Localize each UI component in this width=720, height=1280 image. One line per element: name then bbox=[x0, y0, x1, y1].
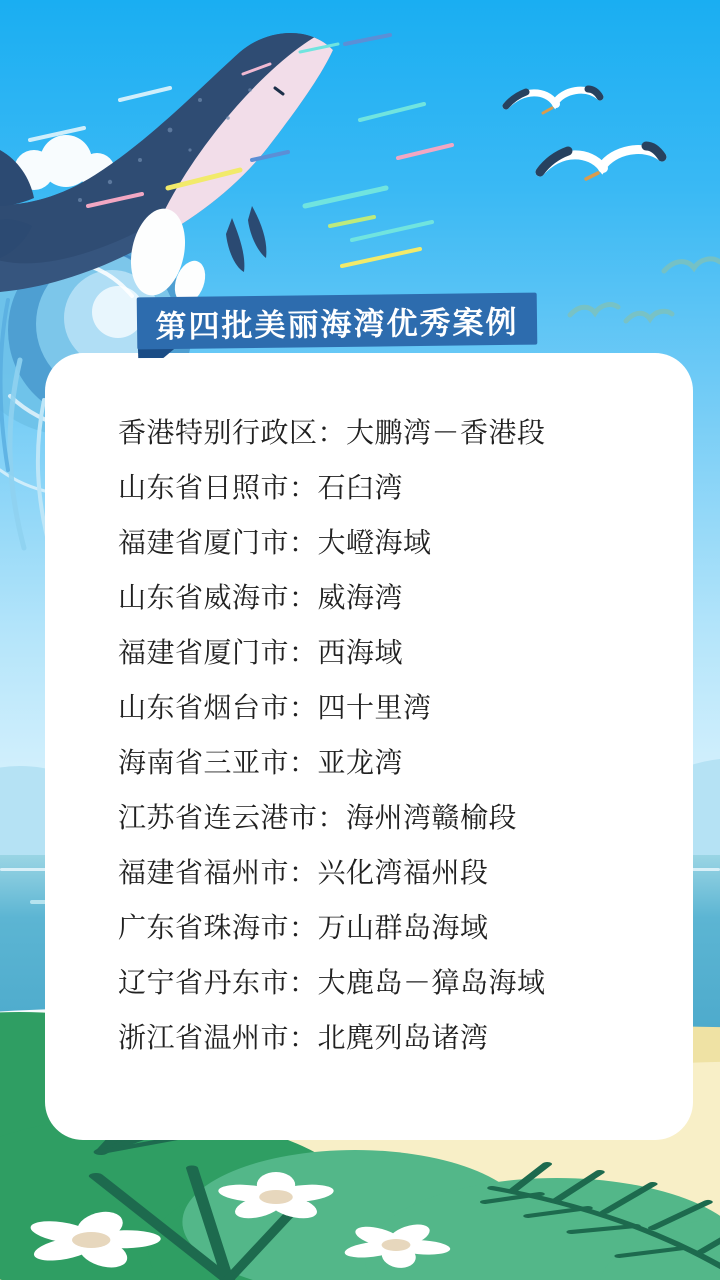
case-item: 香港特别行政区：大鹏湾－香港段 bbox=[118, 417, 546, 448]
case-item: 福建省厦门市：大嶝海域 bbox=[118, 527, 432, 558]
title-banner bbox=[137, 293, 538, 350]
case-item: 江苏省连云港市：海州湾赣榆段 bbox=[118, 802, 518, 833]
case-item: 福建省福州市：兴化湾福州段 bbox=[118, 857, 489, 888]
seagull-icon bbox=[540, 146, 662, 179]
case-item: 山东省烟台市：四十里湾 bbox=[118, 692, 432, 723]
case-item: 福建省厦门市：西海域 bbox=[118, 637, 404, 668]
faded-seagull-icon bbox=[570, 259, 720, 321]
case-item: 广东省珠海市：万山群岛海域 bbox=[118, 912, 489, 943]
case-item: 浙江省温州市：北麂列岛诸湾 bbox=[118, 1022, 489, 1053]
seagull-icon bbox=[506, 89, 600, 113]
banner-title: 第四批美丽海湾优秀案例 bbox=[155, 304, 519, 344]
case-item: 山东省日照市：石臼湾 bbox=[118, 472, 404, 503]
case-item: 山东省威海市：威海湾 bbox=[118, 582, 404, 613]
cases-card bbox=[45, 353, 693, 1140]
cases-list bbox=[45, 353, 693, 1065]
case-item: 海南省三亚市：亚龙湾 bbox=[118, 747, 404, 778]
case-item: 辽宁省丹东市：大鹿岛－獐岛海域 bbox=[118, 967, 546, 998]
